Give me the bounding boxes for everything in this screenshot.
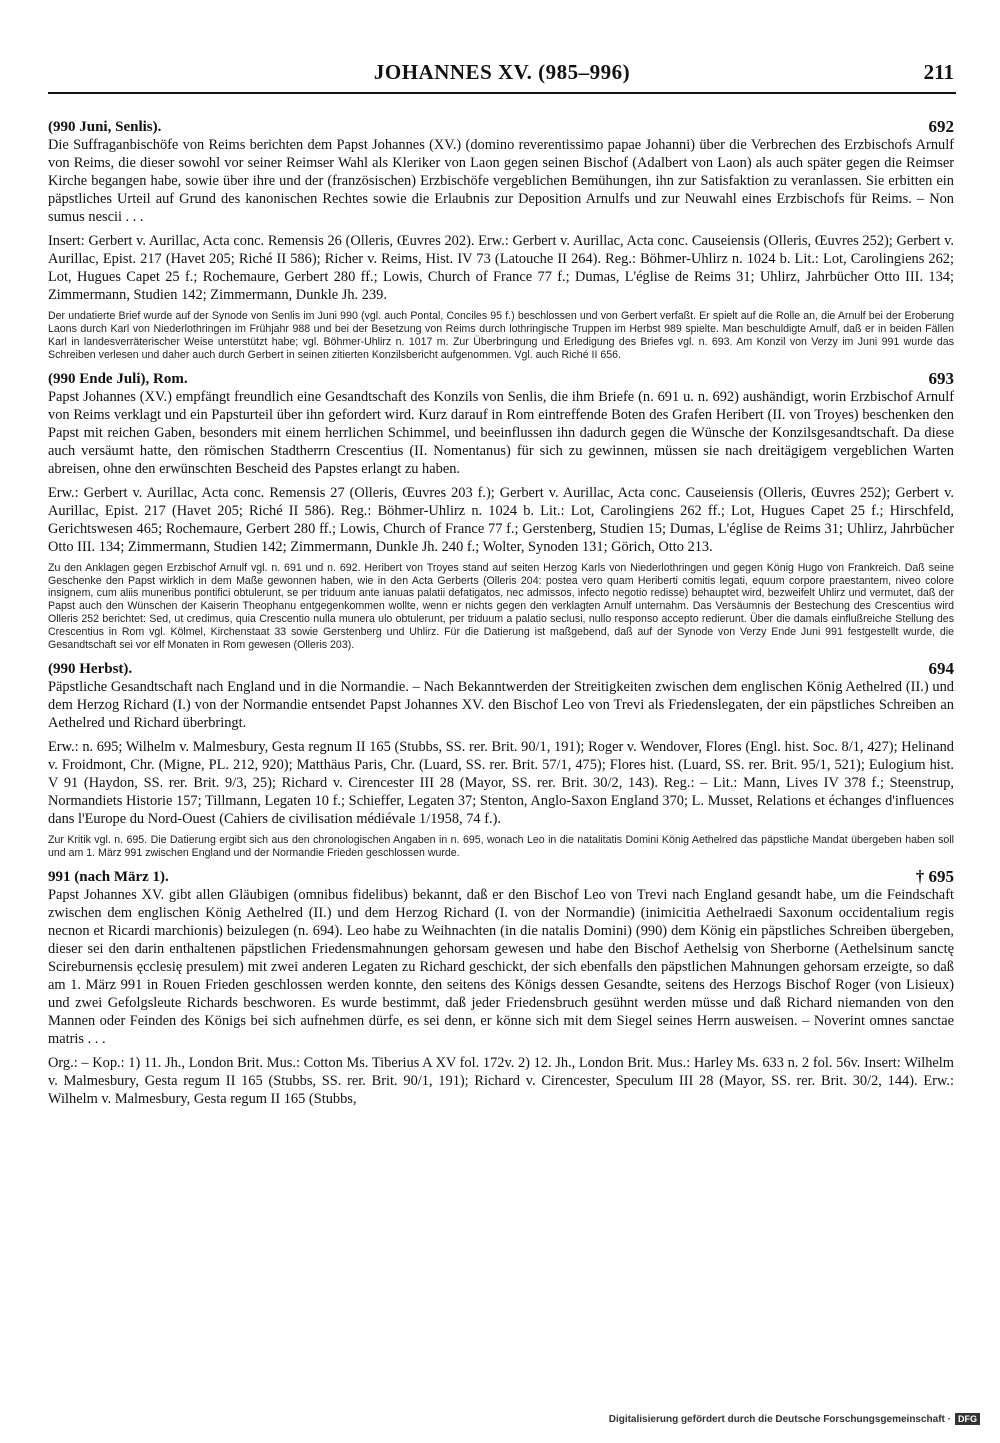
entry-commentary: Der undatierte Brief wurde auf der Synode von Senlis im Juni 990 (vgl. auch Pontal, Conciles 95 f.) beschlossen und von Gerbert verfaßt. Er spielt auf die Rolle an, die Arnulf bei der Eroberung Laons durch Karl von Niederlothringen im Frühjahr 988 und bei der Besetzung von Reims durch lothringische Truppen im Herbst 989 spielte. Man beschuldigte Arnulf, daß er in beiden Fällen Karl in landesverräterischer Weise unterstützt habe; vgl. Böhmer-Uhlirz n. 1017 m. Zur Überbringung und Erledigung des Briefes vgl. n. 693. Am Konzil von Verzy im Juni 991 wurde das Schreiben verlesen und daher auch durch Gerbert in seinen zitierten Konzilsbericht aufgenommen. Vgl. auch Riché II 656. (48, 310, 954, 361)
entry-number: 694 (928, 658, 954, 678)
entry-date: 991 (nach März 1). (48, 868, 169, 885)
entry-heading (48, 868, 954, 886)
entry-date: (990 Herbst). (48, 660, 133, 677)
entry-summary: Die Suffraganbischöfe von Reims berichten dem Papst Johannes (XV.) (domino reverentissimo papae Johanni) über die Verbrechen des Erzbischofs Arnulf von Reims, die dieser sowohl vor seiner Reimser Wahl als Kleriker von Laon gegen seinen Bischof (Adalbert von Laon) als auch später gegen die Reimser Kirche begangen habe, sowie über ihre und der (französischen) Erzbischöfe vergeblichen Bemühungen, ihn zur Satisfaktion zu veranlassen. Sie erbitten ein päpstliches Urteil auf Grund des kanonischen Rechtes sowie die Erlaubnis zur Deposition Arnulfs und zur Neuwahl eines Erzbischofs für Reims. – Non sumus nescii . . . (48, 137, 954, 225)
regest-entry (48, 660, 954, 860)
running-header (48, 58, 956, 94)
entry-summary: Papst Johannes XV. gibt allen Gläubigen (omnibus fidelibus) bekannt, daß er den Bischof Leo von Trevi nach England gesandt habe, um die Feindschaft zwischen dem englischen König Aethelred (II.) und dem Herzog Richard (I. von der Normandie) (inimicitia Aethelraedi Saxonum occidentalium regis necnon et Ricardi marchionis) beizulegen (n. 694). Leo habe zu Weihnachten (in die natalis Domini) (990) dem König ein päpstliches Schreiben übergeben, dieser sei den darin enthaltenen päpstlichen Friedensmahnungen gehorsam gewesen und habe den Bischof Aethelsig von Sherborne (Aethelsinum sanctę Scireburnensis ęcclesię presulem) mit zwei anderen Legaten zu Richard geschickt, der sich ebenfalls den päpstlichen Mahnungen gehorsam erzeigte, so daß am 1. März 991 in Rouen Frieden geschlossen werden konnte, den seitens des Königs dessen Gesandte, seitens des Herzogs Bischof Roger (von Lisieux) und zwei Gefolgsleute Richards beschworen. Es wurde bestimmt, daß jeder Friedensbruch gesühnt werden müsse und daß Richard niemanden von den Mannen oder Feinden des Königs bei sich aufnehmen dürfe, es sei denn, er könne sich mit dem Siegel seines Herrn ausweisen. – Noverint omnes sanctae matris . . . (48, 886, 954, 1047)
entry-commentary: Zur Kritik vgl. n. 695. Die Datierung ergibt sich aus den chronologischen Angaben in n. 695, wonach Leo in die natalitatis Domini König Aethelred das päpstliche Mandat übergeben haben soll und am 1. März 991 zwischen England und der Normandie Frieden geschlossen wurde. (48, 833, 954, 859)
entry-references: Erw.: Gerbert v. Aurillac, Acta conc. Remensis 27 (Olleris, Œuvres 203 f.); Gerbert v. Aurillac, Acta conc. Causeiensis (Olleris, Œuvres 252); Gerbert v. Aurillac, Epist. 217 (Havet 205; Riché II 586). Reg.: Böhmer-Uhlirz n. 1024 b. Lit.: Lot, Carolingiens 262 ff.; Lot, Hugues Capet 25 f.; Hirschfeld, Gerichtswesen 465; Rochemaure, Gerbert 280 ff.; Lowis, Church of France 77 f.; Gerstenberg, Studien 15; Dumas, L'église de Reims 31; Uhlirz, Jahrbücher Otto III. 134; Zimmermann, Studien 142; Zimmermann, Dunkle Jh. 240 f.; Wolter, Synoden 131; Görich, Otto 213. (48, 484, 954, 555)
regest-entry (48, 118, 954, 362)
page-title: JOHANNES XV. (985–996) (373, 60, 631, 84)
dfg-logo: DFG (955, 1413, 980, 1425)
entry-heading (48, 118, 954, 136)
entry-date: (990 Ende Juli), Rom. (48, 370, 188, 387)
entry-summary: Päpstliche Gesandtschaft nach England und in die Normandie. – Nach Bekanntwerden der Streitigkeiten zwischen dem englischen König Aethelred (II.) und dem Herzog Richard (I.) von der Normandie entsendet Papst Johannes XV. den Bischof Leo von Trevi als Friedenslegaten, der ein päpstliches Schreiben an Aethelred und Richard überbringt. (48, 678, 954, 731)
entry-date: (990 Juni, Senlis). (48, 119, 162, 135)
regest-entry (48, 370, 954, 652)
entry-references: Erw.: n. 695; Wilhelm v. Malmesbury, Gesta regnum II 165 (Stubbs, SS. rer. Brit. 90/1, 191); Roger v. Wendover, Flores (Engl. hist. Soc. 8/1, 427); Helinand v. Froidmont, Chr. (Migne, PL. 212, 920); Matthäus Paris, Chr. (Luard, SS. rer. Brit. 57/1, 475); Flores hist. (Luard, SS. rer. Brit. 95/1, 521); Eulogium hist. V 91 (Haydon, SS. rer. Brit. 9/3, 25); Richard v. Cirencester III 28 (Mayor, SS. rer. Brit. 30/2, 143). Reg.: – Lit.: Mann, Lives IV 378 f.; Steenstrup, Normandiets Historie 157; Tillmann, Legaten 10 f.; Schieffer, Legaten 37; Stenton, Anglo-Saxon England 370; L. Musset, Relations et échanges d'influences dans l'Europe du Nord-Ouest (Cahiers de civilisation médiévale 1/1958, 74 f.). (48, 738, 954, 827)
regest-entry (48, 868, 954, 1108)
entry-commentary: Zu den Anklagen gegen Erzbischof Arnulf vgl. n. 691 und n. 692. Heribert von Troyes stand auf seiten Herzog Karls von Niederlothringen und gegen König Hugo von Frankreich. Daß seine Geschenke den Papst wirklich in dem Maße gewonnen haben, wie in den Acta Gerberts (Olleris 204: postea vero quam Heriberti comitis legati, equum corpore praestantem, niveo colore insignem, cum aliis muneribus pontifici obtulerunt, se per triduum ante ianuas palatii defatigatos, nec admissos, infecto negotio redisse) behauptet wird, bezweifelt Uhlirz und vermutet, daß der Papst auch den Wünschen der Kaiserin Theophanu entgegenkommen wollte, wenn er nichts gegen den verklagten Arnulf unternahm. Das Versäumnis der Bestechung des Crescentius wird Olleris 252 berichtet: Sed, ut credimus, quia Crescentio nulla munera ulo obtulerunt, per triduum a palatio seclusi, nullo responso accepto redierunt. Über die damals einflußreiche Stellung des Crescentius in Rom vgl. Kölmel, Kirchenstaat 33 sowie Gerstenberg und Uhlirz. Für die Datierung ist maßgebend, daß auf der Synode von Verzy Ende Juni 991 festgestellt wurde, die Gesandtschaft sei vor elf Monaten in Rom gewesen (Olleris 203). (48, 561, 954, 652)
entry-references: Insert: Gerbert v. Aurillac, Acta conc. Remensis 26 (Olleris, Œuvres 202). Erw.: Gerbert v. Aurillac, Acta conc. Causeiensis (Olleris, Œuvres 252); Gerbert v. Aurillac, Epist. 217 (Havet 205; Riché II 586); Richer v. Reims, Hist. IV 73 (Latouche II 264). Reg.: Böhmer-Uhlirz n. 1024 b. Lit.: Lot, Carolingiens 262; Lot, Hugues Capet 25 f.; Rochemaure, Gerbert 280 ff.; Lowis, Church of France 77 f.; Dumas, L'église de Reims 31; Uhlirz, Jahrbücher Otto III. 134; Zimmermann, Studien 142; Zimmermann, Dunkle Jh. 239. (48, 233, 954, 303)
entry-number: 693 (928, 368, 954, 388)
digitization-footer (609, 1413, 980, 1425)
document-body (48, 118, 954, 1116)
footer-credit: Digitalisierung gefördert durch die Deutsche Forschungsgemeinschaft · (608, 1413, 951, 1425)
entry-number: 692 (928, 117, 954, 136)
page-number: 211 (923, 60, 954, 84)
entry-heading (48, 370, 954, 388)
entry-heading (48, 660, 954, 678)
entry-number: † 695 (915, 866, 954, 886)
entry-references: Org.: – Kop.: 1) 11. Jh., London Brit. Mus.: Cotton Ms. Tiberius A XV fol. 172v. 2) 12. Jh., London Brit. Mus.: Harley Ms. 633 n. 2 fol. 56v. Insert: Wilhelm v. Malmesbury, Gesta regum II 165 (Stubbs, SS. rer. Brit. 90/1, 191); Richard v. Cirencester, Speculum III 28 (Mayor, SS. rer. Brit. 30/2, 144). Erw.: Wilhelm v. Malmesbury, Gesta regum II 165 (Stubbs, (48, 1054, 954, 1107)
entry-summary: Papst Johannes (XV.) empfängt freundlich eine Gesandtschaft des Konzils von Senlis, die ihm Briefe (n. 691 u. n. 692) aushändigt, worin Erzbischof Arnulf von Reims verklagt und ein Papsturteil über ihn gefordert wird. Kurz darauf in Rom eintreffende Boten des Grafen Heribert (II. von Troyes) beschenken den Papst mit reichen Gaben, besonders mit einem herrlichen Schimmel, und beeinflussen ihn dadurch gegen die Wünsche der Konzilsgesandtschaft. Da diese auch versäumt hatte, den römischen Stadtherrn Crescentius (II. Nomentanus) für sich zu gewinnen, müssen sie nach dreitägigem vergeblichen Warten abreisen, ohne den erwünschten Bescheid des Papstes erlangt zu haben. (48, 388, 954, 477)
